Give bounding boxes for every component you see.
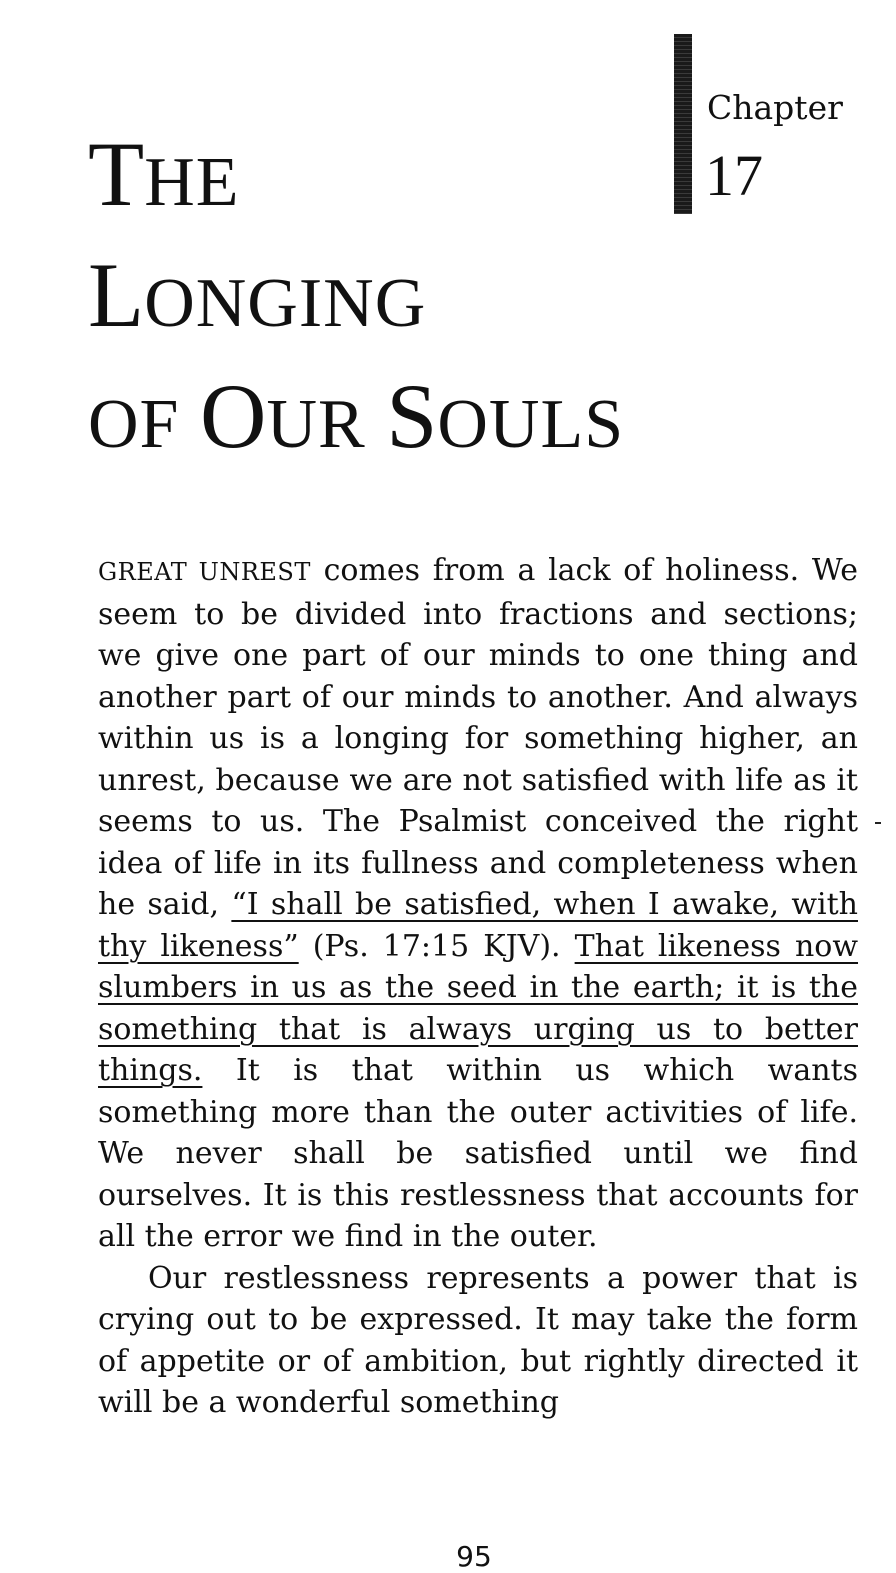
title-line-2: LONGING [88, 244, 427, 346]
underlined-quote: “I shall be satisfied, when I awake, with thy likeness” [98, 887, 858, 964]
page-number: 95 [456, 1540, 492, 1573]
lead-in-smallcaps: GREAT UNREST [98, 558, 311, 586]
chapter-label: Chapter [707, 88, 843, 127]
paragraph-2: Our restlessness represents a power that is crying out to be expressed. It may take the form of appetite or of ambition, but rightly directed it will be a wonderful something [98, 1260, 858, 1420]
title-line-3: OF OUR SOULS [88, 365, 625, 467]
paragraph-1: GREAT UNREST comes from a lack of holiness. We seem to be divided into fractions and sections; we give one part of our minds to one thing and another part of our minds to another. And always within us is a longing for something higher, an unrest, because we are not satisfied with life as it seems to us. The Psalmist conceived the right idea of life in its fullness and completeness when he said, “I shall be satisfied, when I awake, with thy likeness” (Ps. 17:15 KJV). That likeness now slumbers in us as the seed in the earth; it is the something that is always urging us to better things. It is that within us which wants something more than the outer activities of life. We never shall be satisfied until we find ourselves. It is this restlessness that accounts for all the error we find in the outer. [98, 553, 859, 1254]
margin-pen-mark [875, 822, 881, 824]
underlined-passage: That likeness now slumbers in us as the seed in the earth; it is the something that is always urging us to better things. [98, 928, 859, 1088]
chapter-number: 17 [705, 143, 763, 208]
chapter-divider-bar [674, 34, 692, 214]
body-text [98, 550, 858, 1424]
chapter-title [88, 118, 624, 481]
title-line-1: THE [88, 123, 240, 225]
